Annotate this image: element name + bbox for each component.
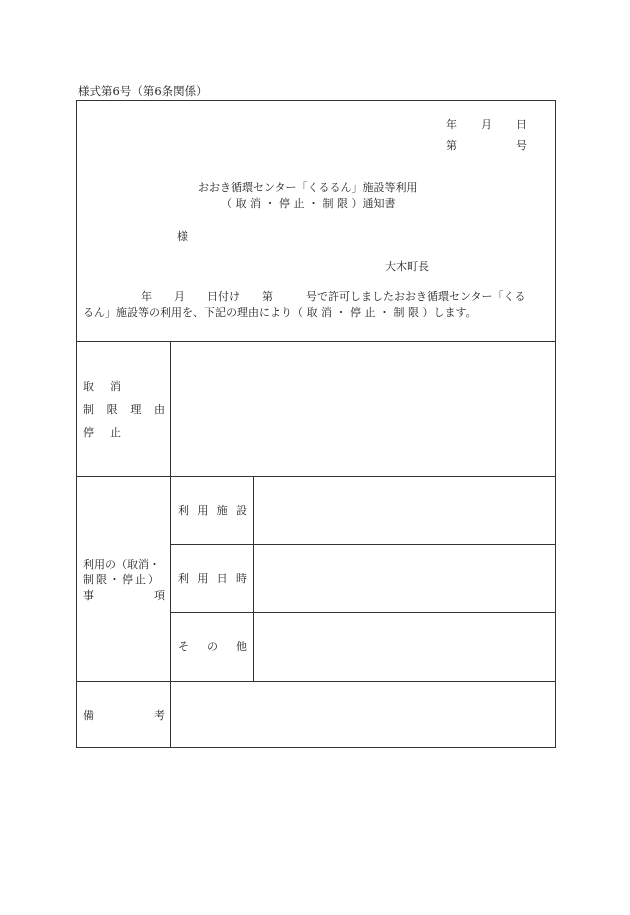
- usage-row-other-label: そ の 他: [178, 640, 247, 653]
- usage-datetime-field[interactable]: [254, 545, 555, 612]
- date-day-label: 日: [516, 118, 527, 131]
- form-number-label: 様式第6号（第6条関係）: [78, 84, 208, 98]
- reason-field[interactable]: [171, 342, 555, 475]
- reason-label-restriction: 制 限 理 由: [83, 403, 165, 416]
- notice-body: [83, 289, 553, 321]
- usage-facility-field[interactable]: [254, 477, 555, 544]
- notice-title-line-2: （ 取 消 ・ 停 止 ・ 制 限 ）通知書: [221, 197, 396, 210]
- notice-body-line-1: 年 月 日付け 第 号で許可しましたおおき循環センター「くる: [141, 290, 526, 303]
- remarks-label: 備 考: [83, 709, 165, 722]
- number-prefix-label: 第: [446, 139, 457, 152]
- addressee-suffix: 様: [177, 230, 188, 243]
- notice-body-line-2: るん」施設等の利用を、下記の理由により（ 取 消 ・ 停 止 ・ 制 限 ）します。: [83, 306, 477, 319]
- usage-row-facility-label: 利 用 施 設: [178, 504, 247, 517]
- date-year-label: 年: [446, 118, 457, 131]
- sender-name: 大木町長: [385, 260, 429, 273]
- usage-label-line-2: 制限・停止）: [83, 573, 161, 586]
- usage-row-datetime-label: 利 用 日 時: [178, 572, 247, 585]
- notice-title-line-1: おおき循環センター「くるるん」施設等利用: [198, 181, 418, 194]
- remarks-field[interactable]: [171, 682, 555, 747]
- usage-label-line-3: 事 項: [83, 589, 165, 602]
- usage-label-line-1: 利用の（取消・: [83, 558, 160, 571]
- reason-label-cancel: 取 消: [83, 380, 121, 393]
- date-month-label: 月: [481, 118, 492, 131]
- usage-other-field[interactable]: [254, 613, 555, 681]
- number-suffix-label: 号: [516, 139, 527, 152]
- reason-label-stop: 停 止: [83, 426, 121, 439]
